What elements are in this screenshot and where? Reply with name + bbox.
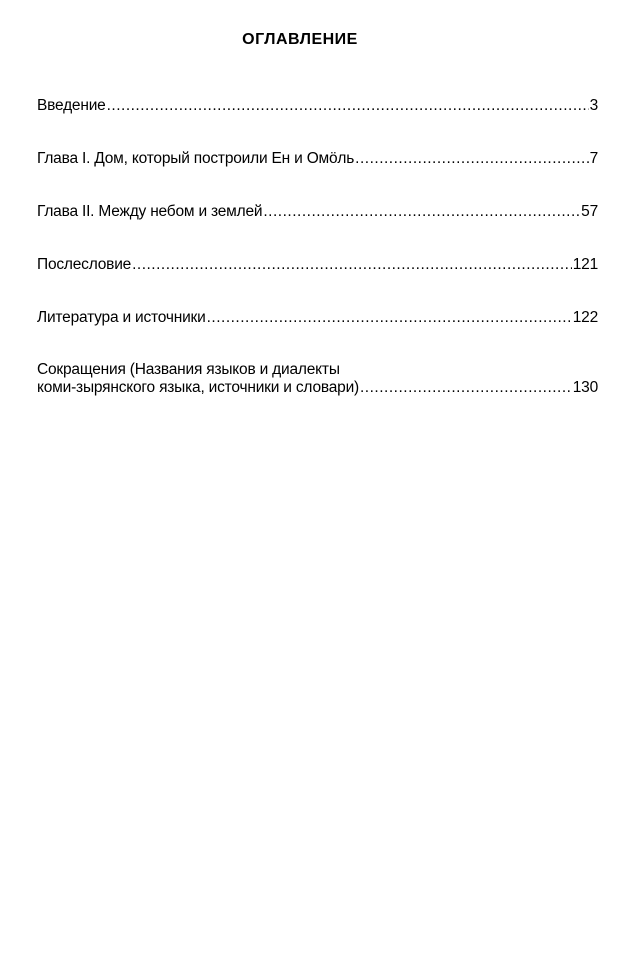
toc-entry-page: 121 <box>572 256 598 273</box>
toc-entry-page: 7 <box>589 150 598 167</box>
dot-leader <box>263 203 580 221</box>
toc-entry-label: Литература и источники <box>37 309 206 326</box>
toc-entry-chapter-2[interactable] <box>37 203 598 221</box>
toc-title: ОГЛАВЛЕНИЕ <box>242 31 358 48</box>
toc-entry-afterword[interactable] <box>37 256 598 274</box>
toc-entry-chapter-1[interactable] <box>37 150 598 168</box>
toc-entry-label: Глава I. Дом, который построили Ен и Омӧль <box>37 150 355 167</box>
toc-entry-label: Глава II. Между небом и землей <box>37 203 263 220</box>
toc-entry-label: Введение <box>37 97 106 114</box>
toc-entry-label-line2: коми-зырянского языка, источники и словари) <box>37 379 359 396</box>
toc-entry-page: 122 <box>572 309 598 326</box>
dot-leader <box>132 256 572 274</box>
toc-entry-page: 57 <box>581 203 598 220</box>
toc-entry-literature[interactable] <box>37 309 598 327</box>
toc-entry-introduction[interactable] <box>37 97 598 115</box>
toc-entry-abbreviations[interactable] <box>37 361 598 397</box>
toc-entry-page: 3 <box>589 97 598 114</box>
toc-entry-label-line1: Сокращения (Названия языков и диалекты <box>37 361 340 378</box>
toc-entry-page: 130 <box>572 379 598 396</box>
dot-leader <box>360 379 572 397</box>
dot-leader <box>207 309 572 327</box>
dot-leader <box>355 150 588 168</box>
toc-entry-label: Послесловие <box>37 256 132 273</box>
dot-leader <box>107 97 589 115</box>
